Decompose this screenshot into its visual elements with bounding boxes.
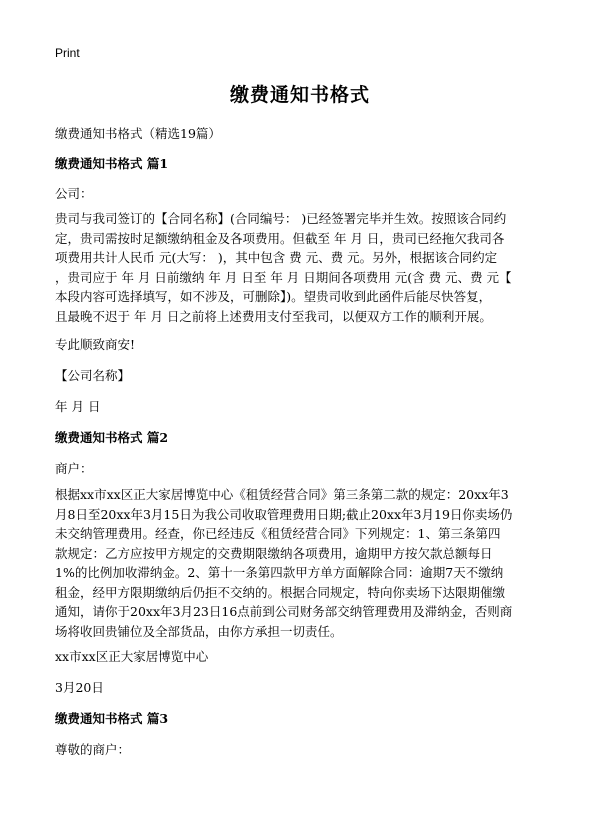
section-3-salutation: 尊敬的商户：: [55, 742, 131, 757]
section-1-heading: 缴费通知书格式 篇1: [55, 156, 169, 171]
section-1-body-line: 本段内容可选择填写，如不涉及，可删除】)。望贵司收到此函件后能尽快答复，: [55, 289, 492, 304]
section-1-salutation: 公司：: [55, 186, 93, 201]
print-label: Print: [55, 46, 80, 60]
section-1-body-line: 定，贵司需按时足额缴纳租金及各项费用。但截至 年 月 日，贵司已经拖欠我司各: [55, 230, 505, 246]
document-subtitle: 缴费通知书格式（精选19篇）: [55, 126, 221, 141]
section-1-body: [55, 209, 555, 326]
section-1-company: 【公司名称】: [55, 368, 131, 383]
document-title: 缴费通知书格式: [229, 84, 370, 106]
section-1-body-line: ，贵司应于 年 月 日前缴纳 年 月 日至 年 月 日期间各项费用 元(含 费 元、费 元【: [55, 269, 512, 285]
section-2-heading: 缴费通知书格式 篇2: [55, 430, 169, 445]
section-2-body-line: 场将收回贵铺位及全部货品，由你方承担一切责任。: [55, 623, 343, 639]
section-2-body-line: 根据xx市xx区正大家居博览中心《租赁经营合同》第三条第二款的规定：20xx年3: [55, 487, 509, 502]
section-2-date: 3月20日: [55, 680, 104, 695]
section-2-body-line: 租金，经甲方限期缴纳后仍拒不交纳的。根据合同规定，特向你卖场下达限期催缴: [55, 584, 506, 600]
section-1-body-line: 项费用共计人民币 元(大写： )，其中包含 费 元、费 元。另外，根据该合同约定: [55, 250, 498, 265]
section-1-body-line: 贵司与我司签订的【合同名称】(合同编号： )已经签署完毕并生效。按照该合同约: [55, 211, 507, 226]
section-2-body: [55, 485, 555, 641]
section-1-closing: 专此顺致商安!: [55, 337, 136, 352]
section-1-date: 年 月 日: [55, 399, 101, 414]
section-2-salutation: 商户：: [55, 461, 93, 476]
section-2-body-line: 款规定：乙方应按甲方规定的交费期限缴纳各项费用，逾期甲方按欠款总额每日: [55, 545, 493, 561]
section-2-body-line: 月8日至20xx年3月15日为我公司收取管理费用日期;截止20xx年3月19日你卖场仍: [55, 506, 513, 522]
section-3-heading: 缴费通知书格式 篇3: [55, 711, 169, 726]
section-2-body-line: 通知，请你于20xx年3月23日16点前到公司财务部交纳管理费用及滞纳金，否则商: [55, 604, 513, 619]
section-2-body-line: 1%的比例加收滞纳金。2、第十一条第四款甲方单方面解除合同：逾期7天不缴纳: [55, 565, 504, 580]
section-1-body-line: 且最晚不迟于 年 月 日之前将上述费用支付至我司，以便双方工作的顺利开展。: [55, 308, 492, 324]
section-2-body-line: 未交纳管理费用。经查，你已经违反《租赁经营合同》下列规定：1、第三条第四: [55, 526, 501, 541]
section-2-signature: xx市xx区正大家居博览中心: [55, 649, 209, 664]
